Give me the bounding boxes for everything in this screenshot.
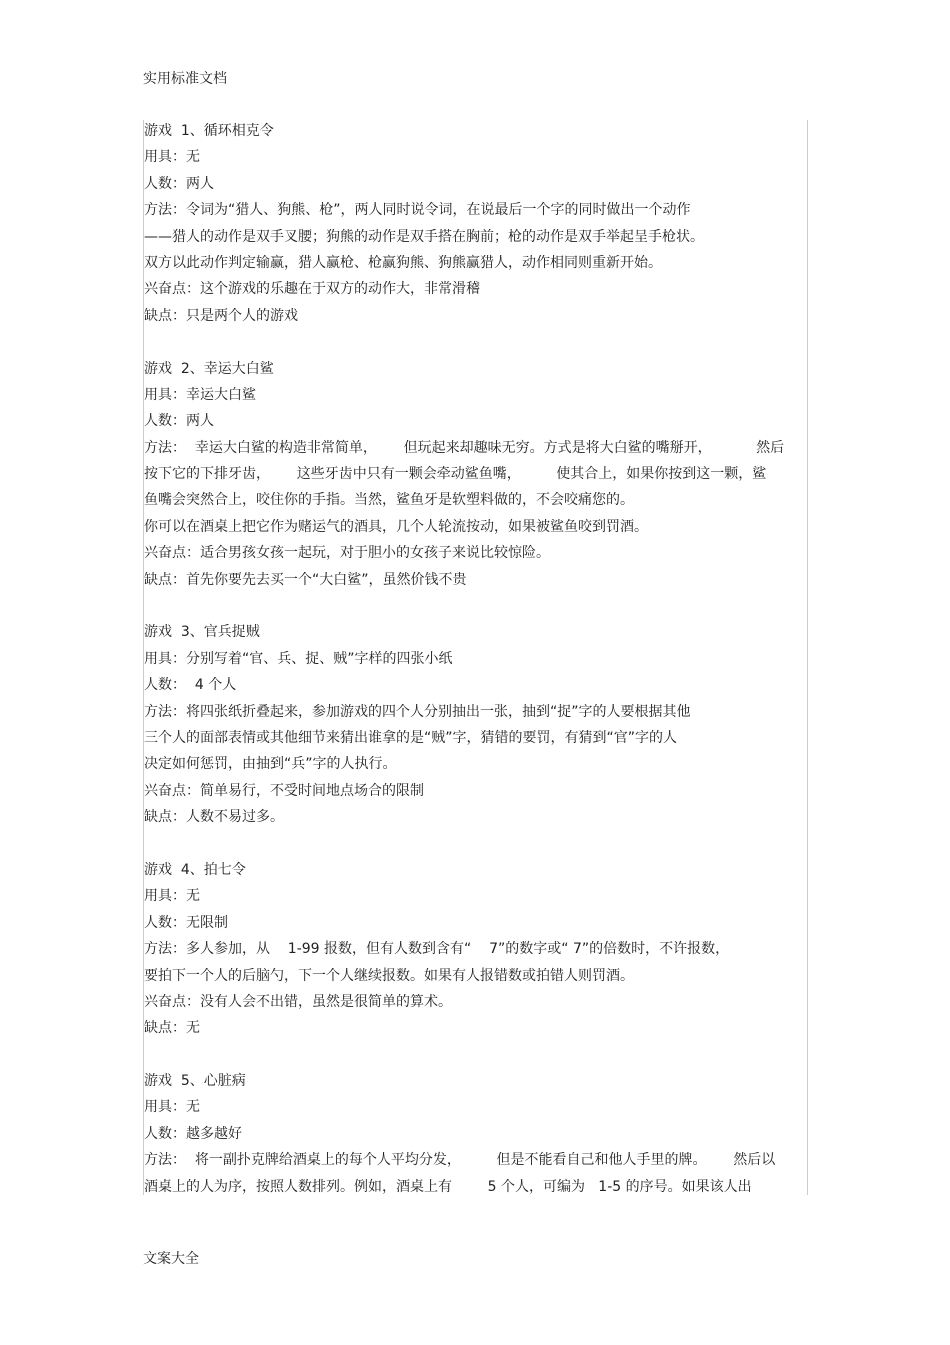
game-line: 兴奋点：这个游戏的乐趣在于双方的动作大，非常滑稽 (144, 281, 480, 298)
game-line: 用具：无 (144, 149, 200, 166)
game-line: 鱼嘴会突然合上，咬住你的手指。当然，鲨鱼牙是软塑料做的，不会咬痛您的。 (144, 492, 634, 509)
game-section (144, 1068, 806, 1200)
section-spacer (144, 1042, 806, 1068)
game-line: 三个人的面部表情或其他细节来猜出谁拿的是“贼”字，猜错的要罚，有猜到“官”字的人 (144, 729, 678, 746)
game-line: 缺点：首先你要先去买一个“大白鲨”，虽然价钱不贵 (144, 571, 467, 588)
game-line: ——猎人的动作是双手叉腰；狗熊的动作是双手搭在胸前；枪的动作是双手举起呈手枪状。 (144, 228, 704, 245)
game-line: 按下它的下排牙齿， 这些牙齿中只有一颗会牵动鲨鱼嘴， 使其合上，如果你按到这一颗，鲨 (144, 466, 767, 483)
section-spacer (144, 329, 806, 355)
game-line: 用具：幸运大白鲨 (144, 386, 256, 403)
game-line: 方法：令词为“猎人、狗熊、枪”，两人同时说令词，在说最后一个字的同时做出一个动作 (144, 202, 691, 219)
game-line: 兴奋点：适合男孩女孩一起玩，对于胆小的女孩子来说比较惊险。 (144, 545, 550, 562)
page-header: 实用标准文档 (143, 71, 227, 87)
game-section (144, 619, 806, 830)
game-line: 人数：无限制 (144, 914, 228, 931)
game-section (144, 857, 806, 1042)
game-line: 用具：无 (144, 888, 200, 905)
game-line: 方法： 幸运大白鲨的构造非常简单， 但玩起来却趣味无穷。方式是将大白鲨的嘴掰开， 然后 (144, 439, 785, 456)
game-line: 缺点：无 (144, 1020, 200, 1037)
game-section (144, 356, 806, 594)
game-line: 你可以在酒桌上把它作为赌运气的酒具，几个人轮流按动，如果被鲨鱼咬到罚酒。 (144, 518, 648, 535)
game-section (144, 118, 806, 329)
page-footer: 文案大全 (143, 1251, 199, 1267)
game-line: 用具：无 (144, 1099, 200, 1116)
game-line: 缺点：只是两个人的游戏 (144, 307, 298, 324)
game-line: 用具：分别写着“官、兵、捉、贼”字样的四张小纸 (144, 650, 453, 667)
document-body (144, 118, 806, 1200)
section-spacer (144, 593, 806, 619)
game-title: 游戏 5、心脏病 (144, 1073, 246, 1090)
game-line: 双方以此动作判定输赢，猎人赢枪、枪赢狗熊、狗熊赢猎人，动作相同则重新开始。 (144, 254, 662, 271)
game-line: 兴奋点：没有人会不出错，虽然是很简单的算术。 (144, 993, 452, 1010)
game-line: 人数：两人 (144, 175, 214, 192)
game-line: 人数：越多越好 (144, 1125, 242, 1142)
game-line: 兴奋点：简单易行，不受时间地点场合的限制 (144, 782, 424, 799)
game-title: 游戏 2、幸运大白鲨 (144, 360, 274, 377)
game-line: 人数：两人 (144, 413, 214, 430)
game-title: 游戏 3、官兵捉贼 (144, 624, 260, 641)
game-line: 要拍下一个人的后脑勺，下一个人继续报数。如果有人报错数或拍错人则罚酒。 (144, 967, 634, 984)
game-line: 人数： 4 个人 (144, 677, 237, 694)
game-line: 方法： 将一副扑克牌给酒桌上的每个人平均分发， 但是不能看自己和他人手里的牌。 然后以 (144, 1152, 776, 1169)
game-title: 游戏 4、拍七令 (144, 861, 246, 878)
game-line: 酒桌上的人为序，按照人数排列。例如，酒桌上有 5 个人，可编为 1-5 的序号。如果该人出 (144, 1178, 752, 1195)
game-line: 决定如何惩罚，由抽到“兵”字的人执行。 (144, 756, 397, 773)
game-line: 缺点：人数不易过多。 (144, 809, 284, 826)
game-line: 方法：将四张纸折叠起来，参加游戏的四个人分别抽出一张，抽到“捉”字的人要根据其他 (144, 703, 691, 720)
game-line: 方法：多人参加，从 1-99 报数，但有人数到含有“ 7”的数字或“ 7”的倍数时，不许报数， (144, 941, 730, 958)
game-title: 游戏 1、循环相克令 (144, 123, 274, 139)
section-spacer (144, 831, 806, 857)
